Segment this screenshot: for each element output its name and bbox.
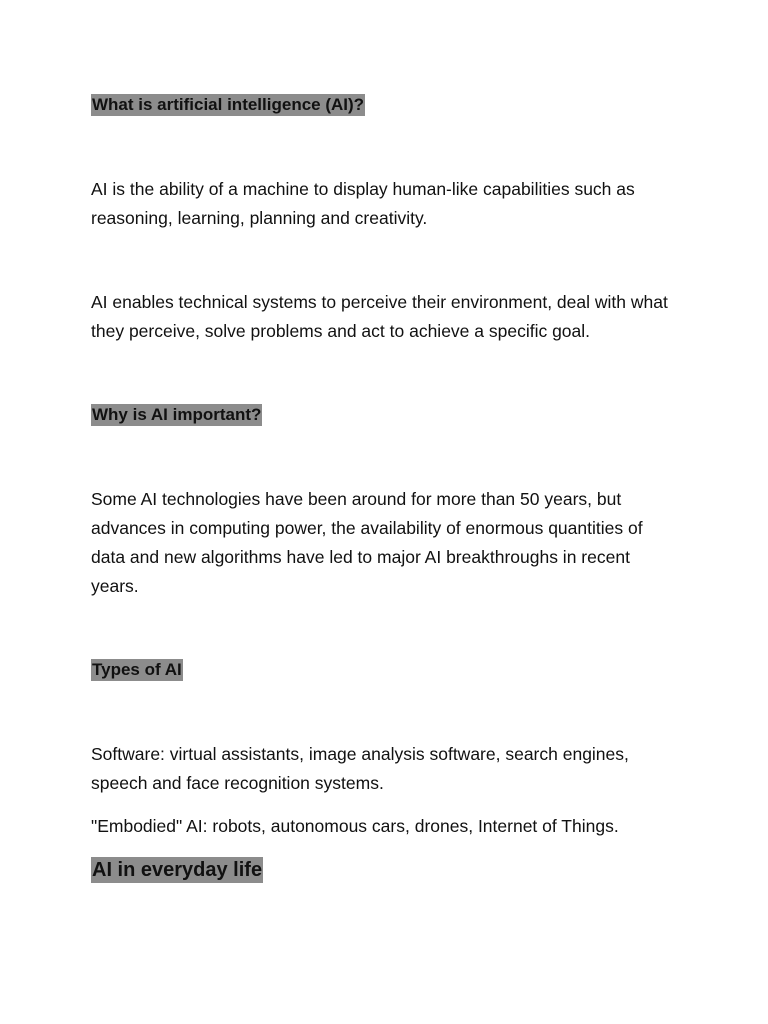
heading-types-container: [91, 659, 671, 681]
heading-what-is-ai-container: [91, 94, 671, 116]
paragraph-software: Software: virtual assistants, image analysis software, search engines, speech and face recognition systems.: [91, 744, 629, 793]
paragraph-why-important: Some AI technologies have been around for more than 50 years, but advances in computing power, the availability of enormous quantities of data and new algorithms have led to major AI breakthroughs in recent years.: [91, 489, 643, 596]
heading-types-of-ai: Types of AI: [92, 660, 182, 679]
paragraph-ai-enables-container: [91, 288, 671, 346]
paragraph-ai-definition-container: [91, 175, 671, 233]
heading-why-important: Why is AI important?: [92, 405, 262, 424]
paragraph-embodied: "Embodied" AI: robots, autonomous cars, drones, Internet of Things.: [91, 816, 619, 836]
heading-everyday-container: [91, 857, 671, 883]
heading-why-important-container: [91, 404, 671, 426]
paragraph-embodied-container: [91, 812, 671, 841]
paragraph-why-important-container: [91, 485, 671, 601]
heading-what-is-ai: What is artificial intelligence (AI)?: [92, 95, 365, 114]
paragraph-ai-enables: AI enables technical systems to perceive their environment, deal with what they perceive, solve problems and act to achieve a specific goal.: [91, 292, 668, 341]
heading-ai-in-everyday-life: AI in everyday life: [92, 859, 263, 881]
paragraph-ai-definition: AI is the ability of a machine to display human-like capabilities such as reasoning, learning, planning and creativity.: [91, 179, 635, 228]
paragraph-software-container: [91, 740, 671, 798]
